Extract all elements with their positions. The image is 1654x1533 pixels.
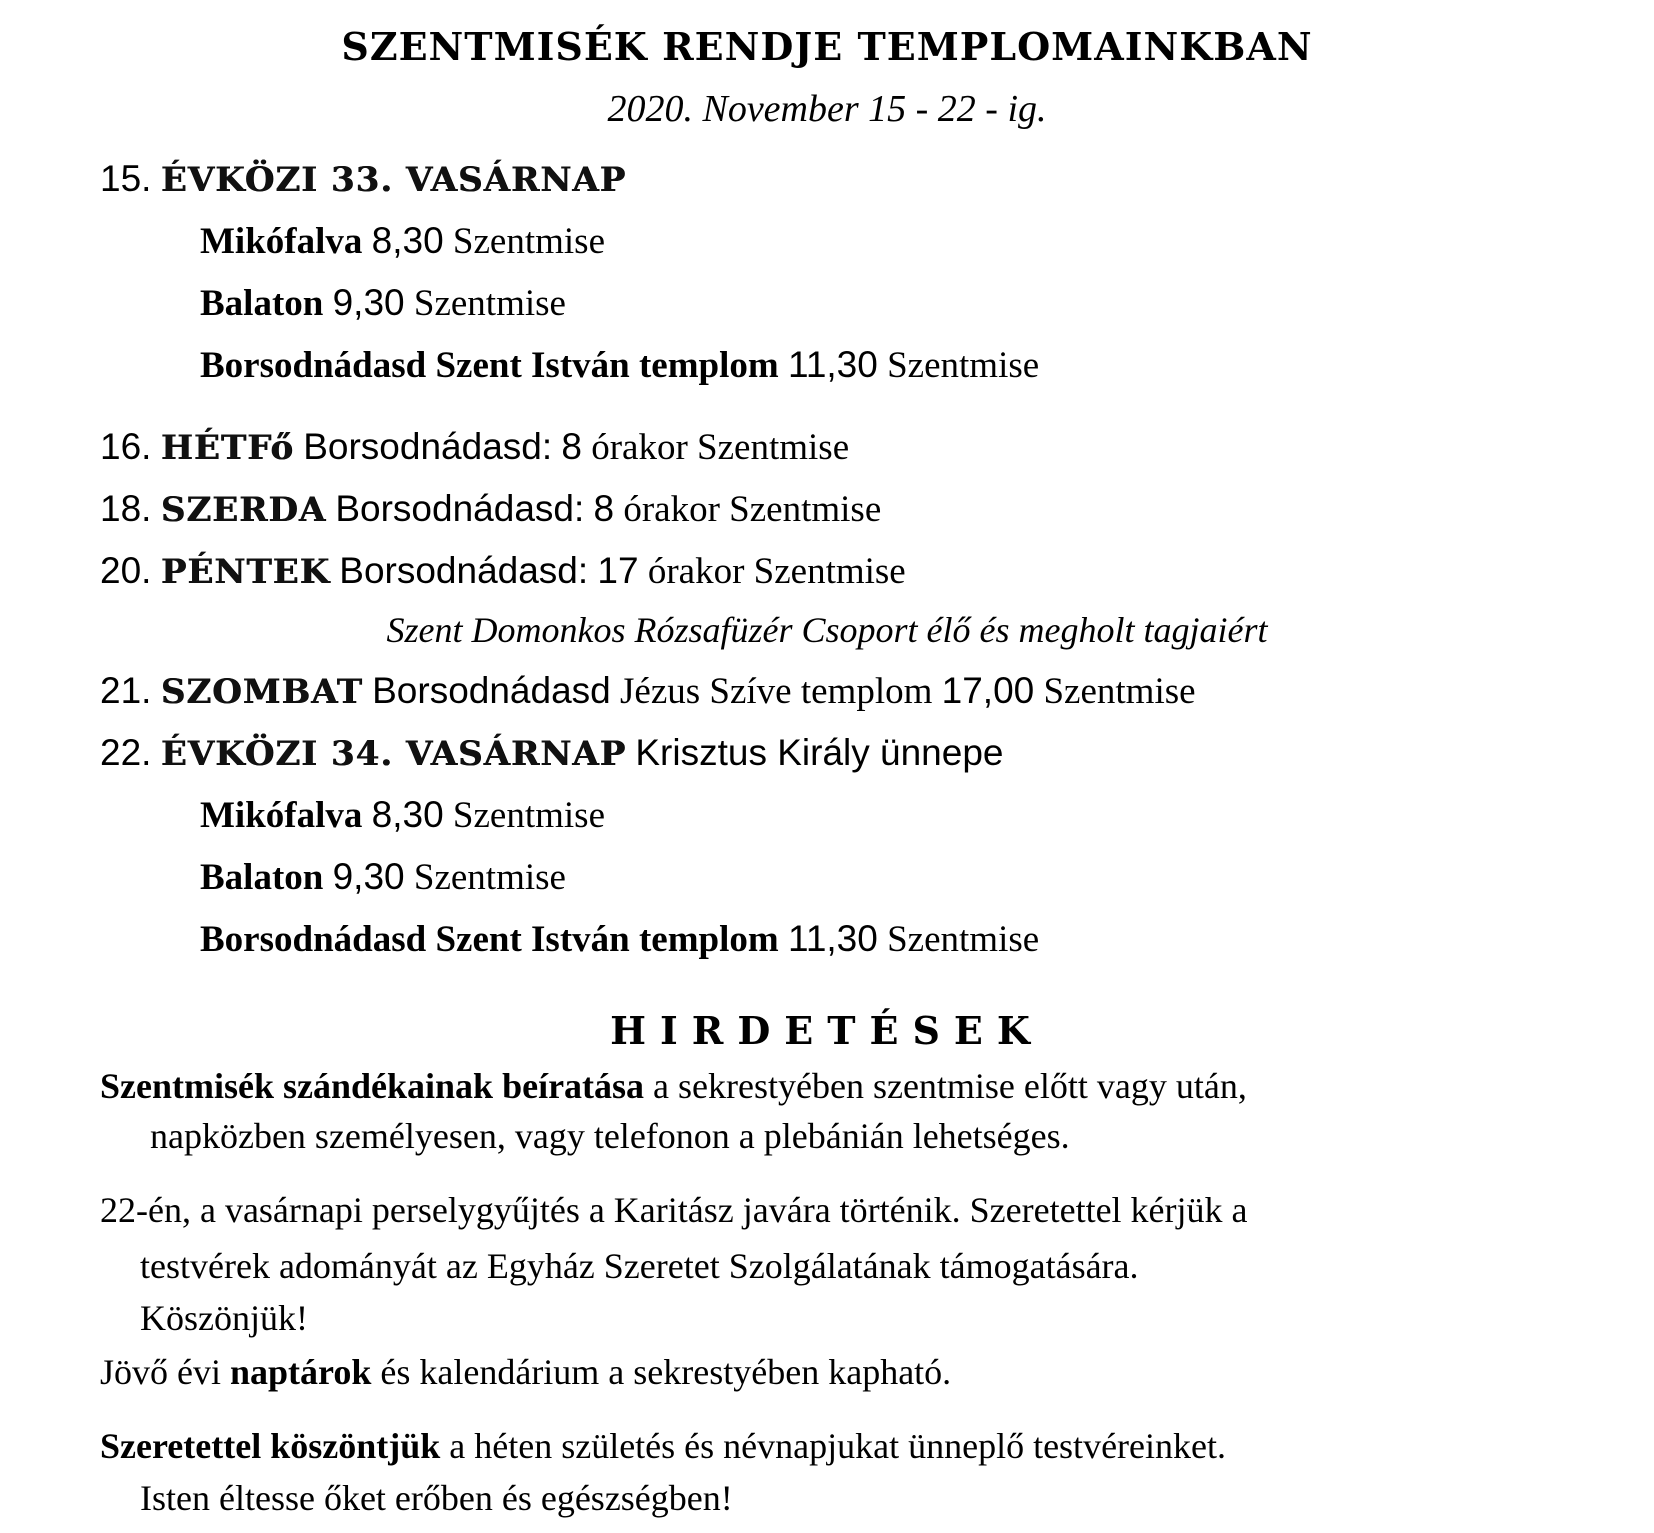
- day-time: 17,00: [941, 670, 1035, 711]
- schedule-day-18: [100, 490, 881, 528]
- announcement-collection: 22-én, a vasárnapi perselygyűjtés a Karitász javára történik. Szeretettel kérjük a: [100, 1190, 1248, 1230]
- day-text: Szentmise: [1043, 671, 1196, 712]
- mass-intention: Szent Domonkos Rózsafüzér Csoport élő és megholt tagjaiért: [386, 610, 1268, 650]
- mass-type: Szentmise: [887, 919, 1040, 960]
- day-time: 8: [561, 426, 582, 467]
- announcement-bold: Szeretettel köszöntjük: [100, 1426, 441, 1466]
- day-time: 17: [597, 550, 639, 591]
- schedule-day-16: [100, 428, 849, 466]
- day-number: 15.: [100, 158, 152, 199]
- mass-entry: [200, 346, 1039, 384]
- announcement-text: a sekrestyében szentmise előtt vagy után,: [653, 1066, 1247, 1106]
- announcement-thanks: Köszönjük!: [140, 1298, 308, 1338]
- page-title: SZENTMISÉK RENDJE TEMPLOMAINKBAN: [341, 24, 1313, 69]
- mass-place: Mikófalva: [200, 221, 363, 262]
- day-place: Borsodnádasd:: [339, 550, 589, 591]
- mass-entry: [200, 222, 605, 260]
- day-name: ÉVKÖZI 33. VASÁRNAP: [160, 160, 627, 200]
- day-number: 16.: [100, 426, 152, 467]
- announcement-text: és kalendárium a sekrestyében kapható.: [380, 1352, 952, 1392]
- mass-type: Szentmise: [887, 345, 1040, 386]
- day-feast: Krisztus Király ünnepe: [635, 732, 1004, 773]
- day-text: órakor Szentmise: [623, 489, 882, 530]
- announcement-intentions-cont: napközben személyesen, vagy telefonon a plebánián lehetséges.: [150, 1116, 1070, 1156]
- day-number: 22.: [100, 732, 152, 773]
- day-number: 18.: [100, 488, 152, 529]
- mass-time: 8,30: [371, 794, 444, 835]
- day-text: órakor Szentmise: [647, 551, 906, 592]
- day-text: órakor Szentmise: [591, 427, 850, 468]
- day-name: ÉVKÖZI 34. VASÁRNAP: [160, 734, 627, 774]
- announcement-greetings-cont: Isten éltesse őket erőben és egészségben!: [140, 1478, 733, 1518]
- mass-type: Szentmise: [452, 795, 605, 836]
- announcement-bold: naptárok: [230, 1352, 372, 1392]
- day-name: HÉTFő: [160, 428, 294, 468]
- day-church: Jézus Szíve templom: [620, 671, 933, 712]
- mass-time: 9,30: [332, 856, 405, 897]
- announcement-collection-cont: testvérek adományát az Egyház Szeretet Szolgálatának támogatására.: [140, 1246, 1139, 1286]
- date-range: 2020. November 15 - 22 - ig.: [607, 88, 1047, 130]
- mass-time: 11,30: [787, 918, 878, 959]
- day-number: 21.: [100, 670, 152, 711]
- day-time: 8: [593, 488, 615, 529]
- day-name: SZOMBAT: [160, 672, 363, 712]
- announcement-calendars: [100, 1354, 951, 1390]
- announcement-text: Jövő évi: [100, 1352, 221, 1392]
- day-number: 20.: [100, 550, 152, 591]
- mass-type: Szentmise: [413, 283, 566, 324]
- day-name: SZERDA: [160, 490, 327, 530]
- mass-time: 9,30: [332, 282, 405, 323]
- mass-entry: [200, 796, 605, 834]
- mass-place: Mikófalva: [200, 795, 363, 836]
- announcement-intentions: [100, 1068, 1247, 1104]
- announcement-text: a héten születés és névnapjukat ünneplő testvéreinket.: [449, 1426, 1226, 1466]
- mass-entry: [200, 858, 566, 896]
- mass-place: Borsodnádasd Szent István templom: [200, 345, 779, 386]
- mass-entry: [200, 920, 1039, 958]
- schedule-day-22: [100, 734, 1004, 772]
- mass-type: Szentmise: [413, 857, 566, 898]
- mass-time: 8,30: [371, 220, 444, 261]
- day-name: PÉNTEK: [160, 552, 331, 592]
- mass-entry: [200, 284, 566, 322]
- day-place: Borsodnádasd:: [335, 488, 585, 529]
- announcement-greetings: [100, 1428, 1226, 1464]
- mass-type: Szentmise: [452, 221, 605, 262]
- mass-place: Balaton: [200, 283, 324, 324]
- schedule-day-20: [100, 552, 906, 590]
- schedule-day-21: [100, 672, 1196, 710]
- announcement-bold: Szentmisék szándékainak beíratása: [100, 1066, 645, 1106]
- day-place: Borsodnádasd: [372, 670, 611, 711]
- announcements-heading: HIRDETÉSEK: [610, 1008, 1044, 1053]
- mass-time: 11,30: [787, 344, 878, 385]
- schedule-day-15: [100, 160, 626, 198]
- mass-place: Balaton: [200, 857, 324, 898]
- mass-place: Borsodnádasd Szent István templom: [200, 919, 779, 960]
- day-place: Borsodnádasd:: [303, 426, 553, 467]
